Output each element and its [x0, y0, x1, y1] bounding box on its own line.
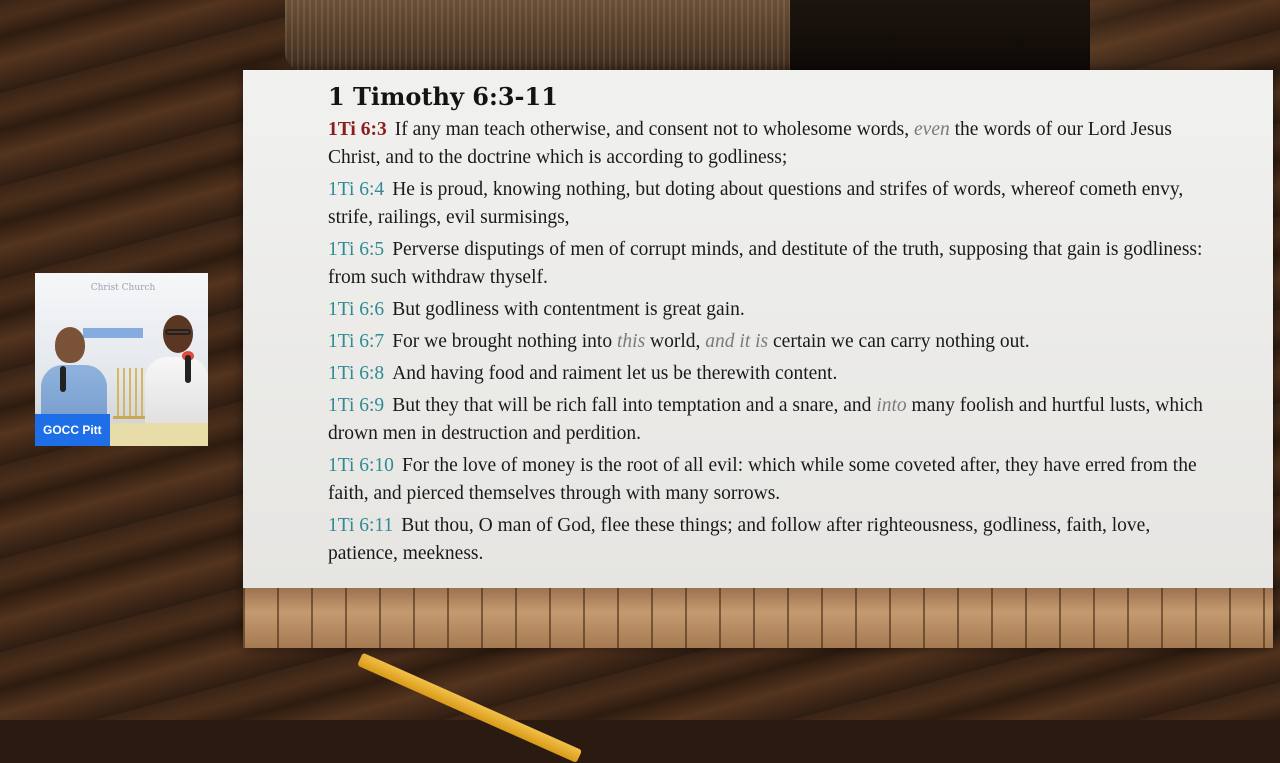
verse-reference[interactable]: 1Ti 6:9: [328, 395, 385, 416]
verse-text: For the love of money is the root of all evil: which while some coveted after, they have erred from the faith, and pierced themselves through with many sorrows.: [328, 455, 1197, 504]
verse: [328, 116, 1208, 172]
verse-reference[interactable]: 1Ti 6:5: [328, 239, 385, 260]
webcam-sign: Christ Church: [90, 283, 156, 293]
verse-text: world,: [645, 331, 706, 352]
verse-reference[interactable]: 1Ti 6:8: [328, 363, 385, 384]
verse-text: Perverse disputings of men of corrupt minds, and destitute of the truth, supposing that gain is godliness: from such withdraw thyself.: [328, 239, 1203, 288]
verse-text: certain we can carry nothing out.: [768, 331, 1030, 352]
verse-reference[interactable]: 1Ti 6:6: [328, 299, 385, 320]
menorah-icon: [113, 368, 147, 419]
verse-text: And having food and raiment let us be therewith content.: [392, 363, 838, 384]
verse: [328, 392, 1208, 448]
verse-text: the words of our Lord Jesus Christ, and to the doctrine which is according to godliness;: [328, 119, 1172, 168]
webcam-name-label: GOCC Pitt: [35, 414, 110, 446]
verse-text: But thou, O man of God, flee these things; and follow after righteousness, godliness, faith, love, patience, meekness.: [328, 515, 1151, 564]
verse-list: [328, 116, 1208, 568]
presenter-left-head: [55, 327, 85, 363]
desk: [95, 423, 208, 446]
verse-reference[interactable]: 1Ti 6:7: [328, 331, 385, 352]
verse-italic-text: even: [914, 119, 950, 140]
webcam-tile[interactable]: [35, 273, 208, 446]
verse-italic-text: and it is: [705, 331, 769, 352]
verse-text: many foolish and hurtful lusts, which drown men in destruction and perdition.: [328, 395, 1203, 444]
verse-italic-text: this: [616, 331, 646, 352]
verse-text: But they that will be rich fall into temptation and a snare, and: [392, 395, 877, 416]
microphone-icon: [60, 366, 66, 392]
verse: [328, 296, 1208, 324]
verse-text: He is proud, knowing nothing, but doting about questions and strifes of words, whereof cometh envy, strife, railings, evil surmisings,: [328, 179, 1184, 228]
verse-text: For we brought nothing into: [392, 331, 617, 352]
verse: [328, 360, 1208, 388]
scripture-slide: [243, 70, 1273, 648]
slide-paper: [243, 70, 1273, 588]
passage-title: 1 Timothy 6:3-11: [328, 82, 558, 111]
verse: [328, 328, 1208, 356]
verse: [328, 236, 1208, 292]
verse-reference[interactable]: 1Ti 6:11: [328, 515, 394, 536]
glasses-icon: [165, 329, 191, 335]
verse-italic-text: into: [876, 395, 907, 416]
verse-reference[interactable]: 1Ti 6:4: [328, 179, 385, 200]
bible-cover: [790, 0, 1090, 72]
passage: [328, 82, 1208, 572]
verse-reference[interactable]: 1Ti 6:10: [328, 455, 394, 476]
verse-text: But godliness with contentment is great gain.: [392, 299, 745, 320]
slide-floor: [243, 588, 1273, 648]
verse-text: If any man teach otherwise, and consent not to wholesome words,: [394, 119, 915, 140]
verse: [328, 452, 1208, 508]
verse-reference[interactable]: 1Ti 6:3: [328, 119, 387, 140]
microphone-icon: [185, 355, 191, 383]
verse: [328, 176, 1208, 232]
verse: [328, 512, 1208, 568]
